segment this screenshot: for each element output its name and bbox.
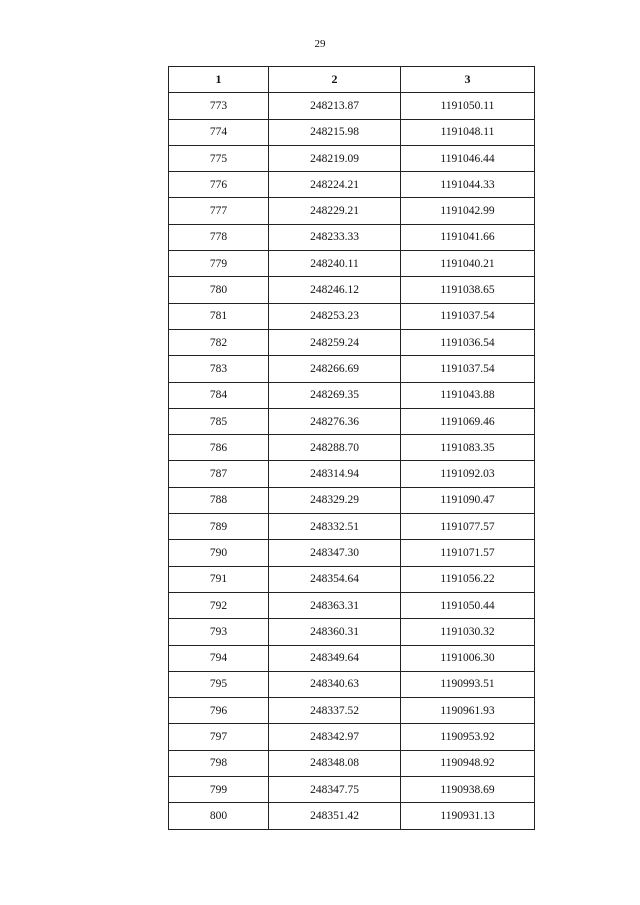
point-number-cell: 799 [169, 777, 269, 803]
point-number-cell: 784 [169, 382, 269, 408]
coordinate-x-cell: 248342.97 [269, 724, 401, 750]
point-number-cell: 789 [169, 514, 269, 540]
coordinate-x-cell: 248351.42 [269, 803, 401, 829]
coordinate-x-cell: 248337.52 [269, 698, 401, 724]
point-number-cell: 775 [169, 145, 269, 171]
point-number-cell: 778 [169, 224, 269, 250]
point-number-cell: 791 [169, 566, 269, 592]
table-row [169, 487, 535, 513]
table-header [169, 67, 535, 93]
point-number-cell: 792 [169, 592, 269, 618]
coordinate-x-cell: 248240.11 [269, 251, 401, 277]
table-row [169, 514, 535, 540]
table-row [169, 408, 535, 434]
point-number-cell: 800 [169, 803, 269, 829]
coordinate-y-cell: 1191038.65 [401, 277, 535, 303]
coordinate-y-cell: 1191069.46 [401, 408, 535, 434]
point-number-cell: 793 [169, 619, 269, 645]
point-number-cell: 780 [169, 277, 269, 303]
coordinate-y-cell: 1191043.88 [401, 382, 535, 408]
table-row [169, 671, 535, 697]
coordinate-x-cell: 248233.33 [269, 224, 401, 250]
coordinate-y-cell: 1191044.33 [401, 172, 535, 198]
column-header-1: 1 [169, 67, 269, 93]
coordinate-y-cell: 1191041.66 [401, 224, 535, 250]
coordinate-x-cell: 248276.36 [269, 408, 401, 434]
point-number-cell: 790 [169, 540, 269, 566]
table-row [169, 119, 535, 145]
column-header-2: 2 [269, 67, 401, 93]
coordinate-x-cell: 248347.75 [269, 777, 401, 803]
coordinate-x-cell: 248288.70 [269, 435, 401, 461]
table-row [169, 198, 535, 224]
table-row [169, 382, 535, 408]
point-number-cell: 774 [169, 119, 269, 145]
table-row [169, 224, 535, 250]
coordinate-x-cell: 248354.64 [269, 566, 401, 592]
coordinate-y-cell: 1190961.93 [401, 698, 535, 724]
coordinate-x-cell: 248269.35 [269, 382, 401, 408]
point-number-cell: 786 [169, 435, 269, 461]
coordinate-x-cell: 248363.31 [269, 592, 401, 618]
coordinate-x-cell: 248332.51 [269, 514, 401, 540]
coordinate-y-cell: 1191040.21 [401, 251, 535, 277]
point-number-cell: 776 [169, 172, 269, 198]
coordinate-x-cell: 248246.12 [269, 277, 401, 303]
table-row [169, 435, 535, 461]
coordinate-y-cell: 1191050.44 [401, 592, 535, 618]
coordinate-y-cell: 1191077.57 [401, 514, 535, 540]
table-row [169, 303, 535, 329]
coordinate-x-cell: 248259.24 [269, 329, 401, 355]
point-number-cell: 773 [169, 93, 269, 119]
coordinate-x-cell: 248215.98 [269, 119, 401, 145]
coordinate-y-cell: 1191046.44 [401, 145, 535, 171]
table-row [169, 540, 535, 566]
coordinate-x-cell: 248314.94 [269, 461, 401, 487]
coordinate-x-cell: 248224.21 [269, 172, 401, 198]
coordinate-x-cell: 248219.09 [269, 145, 401, 171]
point-number-cell: 785 [169, 408, 269, 434]
coordinate-y-cell: 1191092.03 [401, 461, 535, 487]
coordinate-y-cell: 1190953.92 [401, 724, 535, 750]
table-row [169, 619, 535, 645]
point-number-cell: 798 [169, 750, 269, 776]
point-number-cell: 777 [169, 198, 269, 224]
coordinate-y-cell: 1191030.32 [401, 619, 535, 645]
coordinate-y-cell: 1191037.54 [401, 356, 535, 382]
table-body [169, 93, 535, 829]
table-row [169, 461, 535, 487]
coordinate-y-cell: 1191048.11 [401, 119, 535, 145]
coordinate-x-cell: 248213.87 [269, 93, 401, 119]
coordinate-y-cell: 1191050.11 [401, 93, 535, 119]
coordinate-y-cell: 1191042.99 [401, 198, 535, 224]
table-row [169, 698, 535, 724]
coordinate-y-cell: 1190931.13 [401, 803, 535, 829]
coordinate-y-cell: 1191056.22 [401, 566, 535, 592]
coordinate-x-cell: 248348.08 [269, 750, 401, 776]
point-number-cell: 794 [169, 645, 269, 671]
coordinate-x-cell: 248229.21 [269, 198, 401, 224]
coordinate-x-cell: 248340.63 [269, 671, 401, 697]
point-number-cell: 781 [169, 303, 269, 329]
point-number-cell: 795 [169, 671, 269, 697]
table-row [169, 566, 535, 592]
coordinate-y-cell: 1191037.54 [401, 303, 535, 329]
table-row [169, 251, 535, 277]
coordinate-x-cell: 248349.64 [269, 645, 401, 671]
coordinate-y-cell: 1191083.35 [401, 435, 535, 461]
coordinate-y-cell: 1191090.47 [401, 487, 535, 513]
table-row [169, 145, 535, 171]
table-row [169, 329, 535, 355]
table-row [169, 645, 535, 671]
coordinate-x-cell: 248253.23 [269, 303, 401, 329]
table-row [169, 724, 535, 750]
point-number-cell: 788 [169, 487, 269, 513]
point-number-cell: 779 [169, 251, 269, 277]
coordinate-y-cell: 1191006.30 [401, 645, 535, 671]
page-number: 29 [314, 38, 326, 50]
coordinate-x-cell: 248360.31 [269, 619, 401, 645]
table-row [169, 93, 535, 119]
table-row [169, 803, 535, 829]
column-header-3: 3 [401, 67, 535, 93]
table-row [169, 592, 535, 618]
coordinates-table [168, 66, 535, 830]
coordinate-x-cell: 248266.69 [269, 356, 401, 382]
point-number-cell: 783 [169, 356, 269, 382]
coordinate-y-cell: 1190993.51 [401, 671, 535, 697]
coordinate-x-cell: 248329.29 [269, 487, 401, 513]
table-row [169, 172, 535, 198]
point-number-cell: 787 [169, 461, 269, 487]
table-row [169, 750, 535, 776]
table-row [169, 777, 535, 803]
table-row [169, 356, 535, 382]
table-row [169, 277, 535, 303]
point-number-cell: 782 [169, 329, 269, 355]
coordinate-y-cell: 1191071.57 [401, 540, 535, 566]
coordinate-y-cell: 1190938.69 [401, 777, 535, 803]
coordinate-y-cell: 1190948.92 [401, 750, 535, 776]
coordinate-y-cell: 1191036.54 [401, 329, 535, 355]
point-number-cell: 796 [169, 698, 269, 724]
coordinate-x-cell: 248347.30 [269, 540, 401, 566]
header-row [169, 67, 535, 93]
point-number-cell: 797 [169, 724, 269, 750]
